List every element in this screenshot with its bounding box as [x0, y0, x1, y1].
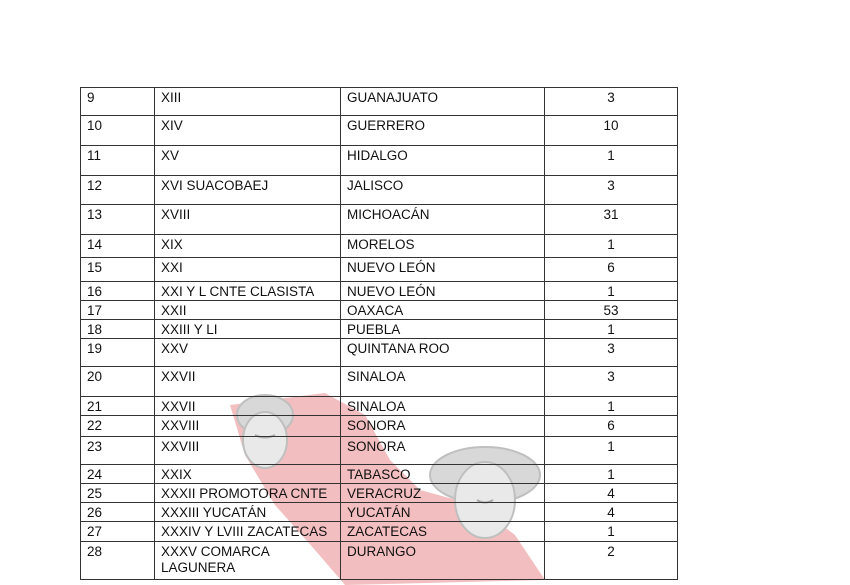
table-row — [81, 176, 678, 205]
count-cell: 3 — [545, 367, 678, 397]
row-number: 11 — [81, 146, 155, 176]
table-row — [81, 258, 678, 282]
table-row — [81, 542, 678, 580]
count-cell: 4 — [545, 503, 678, 522]
row-number: 22 — [81, 416, 155, 437]
section-cell: XXXV COMARCA LAGUNERA — [155, 542, 341, 580]
state-cell: JALISCO — [341, 176, 545, 205]
count-cell: 4 — [545, 484, 678, 503]
row-number: 19 — [81, 339, 155, 367]
section-cell: XXVII — [155, 397, 341, 416]
state-cell: MORELOS — [341, 235, 545, 258]
section-cell: XXI — [155, 258, 341, 282]
table-row — [81, 88, 678, 116]
table-row — [81, 235, 678, 258]
table-row — [81, 522, 678, 542]
state-cell: NUEVO LEÓN — [341, 282, 545, 301]
count-cell: 31 — [545, 205, 678, 235]
count-cell: 3 — [545, 88, 678, 116]
section-cell: XIX — [155, 235, 341, 258]
section-cell: XXV — [155, 339, 341, 367]
table-row — [81, 301, 678, 320]
section-cell: XXI Y L CNTE CLASISTA — [155, 282, 341, 301]
state-cell: QUINTANA ROO — [341, 339, 545, 367]
state-cell: YUCATÁN — [341, 503, 545, 522]
section-cell: XXVII — [155, 367, 341, 397]
table-row — [81, 484, 678, 503]
row-number: 18 — [81, 320, 155, 339]
section-cell: XXVIII — [155, 416, 341, 437]
count-cell: 3 — [545, 339, 678, 367]
row-number: 16 — [81, 282, 155, 301]
count-cell: 1 — [545, 146, 678, 176]
state-cell: TABASCO — [341, 465, 545, 484]
count-cell: 6 — [545, 416, 678, 437]
section-cell: XXII — [155, 301, 341, 320]
count-cell: 1 — [545, 397, 678, 416]
section-cell: XXXIV Y LVIII ZACATECAS — [155, 522, 341, 542]
section-cell: XXVIII — [155, 437, 341, 465]
state-cell: SINALOA — [341, 397, 545, 416]
table-row — [81, 320, 678, 339]
row-number: 12 — [81, 176, 155, 205]
table-row — [81, 205, 678, 235]
section-cell: XXIII Y LI — [155, 320, 341, 339]
section-cell: XXXII PROMOTORA CNTE — [155, 484, 341, 503]
table-row — [81, 116, 678, 146]
row-number: 24 — [81, 465, 155, 484]
state-cell: MICHOACÁN — [341, 205, 545, 235]
row-number: 10 — [81, 116, 155, 146]
state-cell: NUEVO LEÓN — [341, 258, 545, 282]
state-cell: OAXACA — [341, 301, 545, 320]
section-cell: XIV — [155, 116, 341, 146]
state-cell: HIDALGO — [341, 146, 545, 176]
count-cell: 1 — [545, 522, 678, 542]
state-cell: SINALOA — [341, 367, 545, 397]
table-row — [81, 503, 678, 522]
section-cell: XIII — [155, 88, 341, 116]
count-cell: 1 — [545, 235, 678, 258]
state-cell: DURANGO — [341, 542, 545, 580]
table-row — [81, 437, 678, 465]
row-number: 15 — [81, 258, 155, 282]
row-number: 21 — [81, 397, 155, 416]
row-number: 14 — [81, 235, 155, 258]
state-cell: ZACATECAS — [341, 522, 545, 542]
state-cell: SONORA — [341, 416, 545, 437]
count-cell: 1 — [545, 320, 678, 339]
row-number: 20 — [81, 367, 155, 397]
table-row — [81, 465, 678, 484]
count-cell: 1 — [545, 465, 678, 484]
row-number: 23 — [81, 437, 155, 465]
count-cell: 6 — [545, 258, 678, 282]
row-number: 26 — [81, 503, 155, 522]
section-cell: XXIX — [155, 465, 341, 484]
count-cell: 3 — [545, 176, 678, 205]
count-cell: 2 — [545, 542, 678, 580]
state-cell: GUANAJUATO — [341, 88, 545, 116]
table-row — [81, 397, 678, 416]
state-cell: GUERRERO — [341, 116, 545, 146]
section-cell: XVI SUACOBAEJ — [155, 176, 341, 205]
table-row — [81, 339, 678, 367]
row-number: 25 — [81, 484, 155, 503]
state-cell: PUEBLA — [341, 320, 545, 339]
count-cell: 1 — [545, 282, 678, 301]
row-number: 28 — [81, 542, 155, 580]
count-cell: 10 — [545, 116, 678, 146]
section-cell: XXXIII YUCATÁN — [155, 503, 341, 522]
table-row — [81, 416, 678, 437]
row-number: 13 — [81, 205, 155, 235]
row-number: 27 — [81, 522, 155, 542]
registry-table — [80, 87, 678, 580]
row-number: 17 — [81, 301, 155, 320]
count-cell: 53 — [545, 301, 678, 320]
table-row — [81, 282, 678, 301]
state-cell: VERACRUZ — [341, 484, 545, 503]
state-cell: SONORA — [341, 437, 545, 465]
section-cell: XVIII — [155, 205, 341, 235]
table-row — [81, 146, 678, 176]
row-number: 9 — [81, 88, 155, 116]
count-cell: 1 — [545, 437, 678, 465]
section-cell: XV — [155, 146, 341, 176]
table-row — [81, 367, 678, 397]
